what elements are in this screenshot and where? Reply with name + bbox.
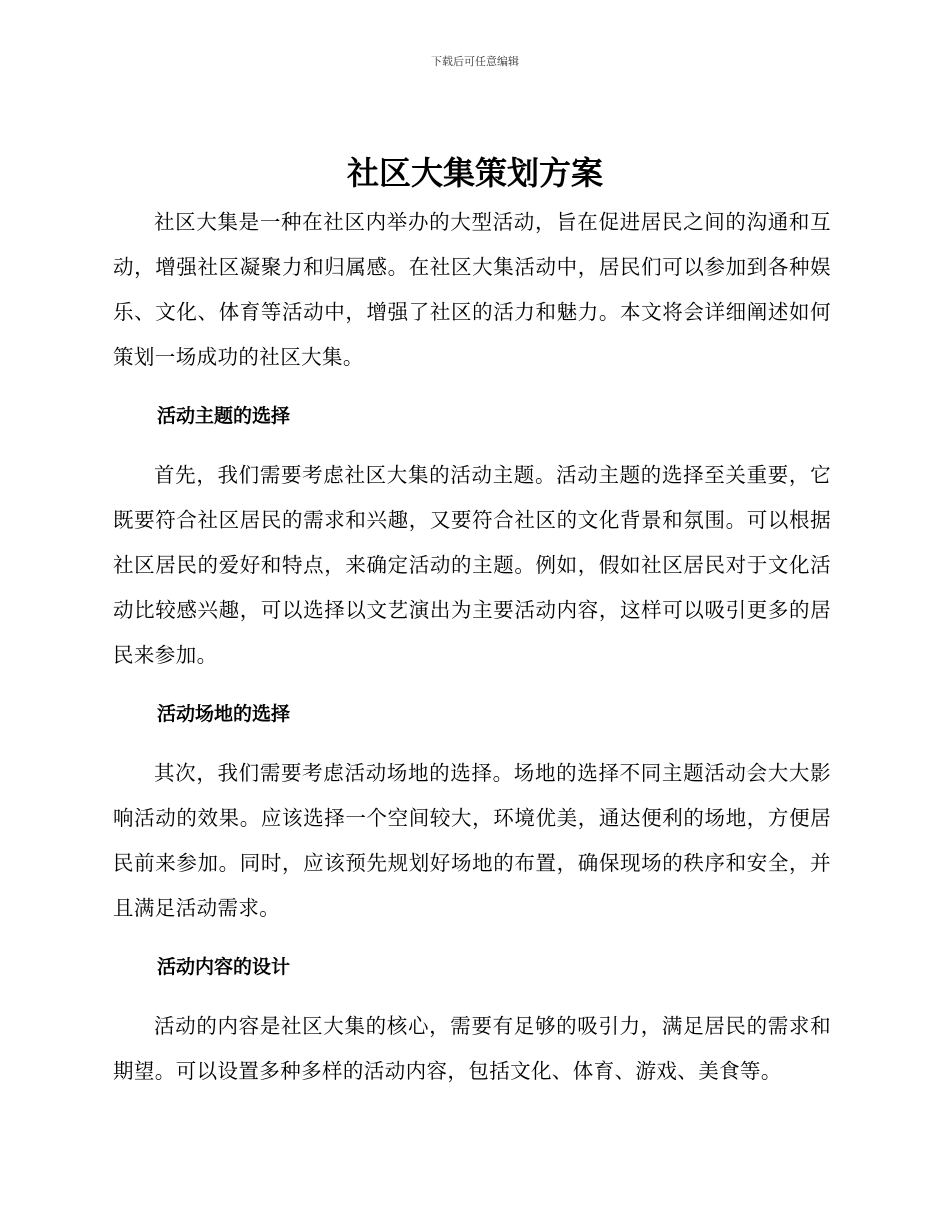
- section-heading-content: 活动内容的设计: [157, 956, 291, 978]
- section-paragraph-content: 活动的内容是社区大集的核心，需要有足够的吸引力，满足居民的需求和期望。可以设置多种多样的活动内容，包括文化、体育、游戏、美食等。: [113, 1014, 831, 1083]
- document-title: 社区大集策划方案: [346, 154, 603, 192]
- section-heading-theme: 活动主题的选择: [157, 405, 291, 427]
- intro-paragraph: 社区大集是一种在社区内举办的大型活动，旨在促进居民之间的沟通和互动，增强社区凝聚力和归属感。在社区大集活动中，居民们可以参加到各种娱乐、文化、体育等活动中，增强了社区的活力和魅力。本文将会详细阐述如何策划一场成功的社区大集。: [113, 210, 831, 369]
- page-header: 下载后可任意编辑: [431, 55, 519, 68]
- section-heading-venue: 活动场地的选择: [157, 703, 291, 725]
- document-body: [113, 200, 831, 1094]
- section-paragraph-theme: 首先，我们需要考虑社区大集的活动主题。活动主题的选择至关重要，它既要符合社区居民的需求和兴趣，又要符合社区的文化背景和氛围。可以根据社区居民的爱好和特点，来确定活动的主题。例如，假如社区居民对于文化活动比较感兴趣，可以选择以文艺演出为主要活动内容，这样可以吸引更多的居民来参加。: [113, 463, 831, 667]
- section-paragraph-venue: 其次，我们需要考虑活动场地的选择。场地的选择不同主题活动会大大影响活动的效果。应该选择一个空间较大，环境优美，通达便利的场地，方便居民前来参加。同时，应该预先规划好场地的布置，确保现场的秩序和安全，并且满足活动需求。: [113, 761, 831, 920]
